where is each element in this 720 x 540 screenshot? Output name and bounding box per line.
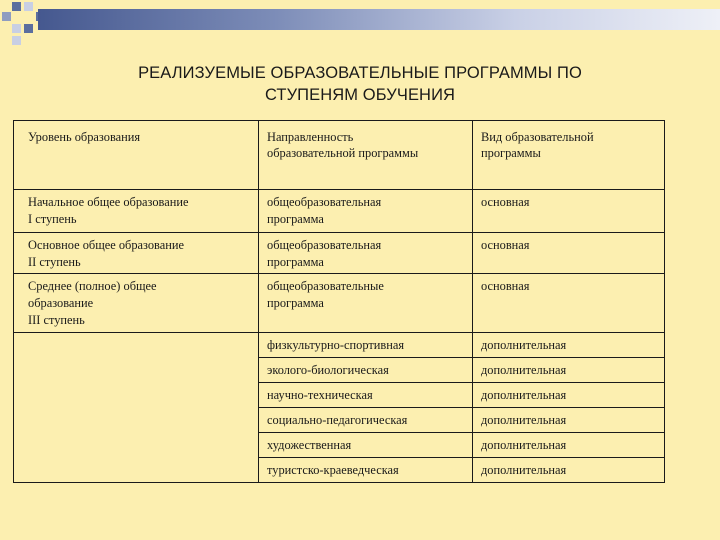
kind-cell: дополнительная: [473, 408, 665, 433]
decor-square: [24, 2, 33, 11]
kind-cell: основная: [473, 233, 665, 274]
direction-line2: программа: [267, 296, 324, 310]
level-line1: Начальное общее образование: [28, 195, 189, 209]
header-direction: [259, 121, 473, 190]
direction-line1: общеобразовательные: [267, 279, 384, 293]
direction-line1: общеобразовательная: [267, 238, 382, 252]
level-cell: [14, 274, 259, 333]
decor-square: [12, 2, 21, 11]
direction-cell: [259, 190, 473, 233]
level-line2: II ступень: [28, 255, 81, 269]
header-level: [14, 121, 259, 190]
header-kind-line2: программы: [481, 146, 541, 160]
direction-cell: [259, 274, 473, 333]
level-cell: [14, 233, 259, 274]
decor-square: [2, 12, 11, 21]
level-line2: образование: [28, 296, 94, 310]
header-gradient-bar: [38, 9, 720, 30]
header-direction-line2: образовательной программы: [267, 146, 419, 160]
direction-line2: программа: [267, 255, 324, 269]
direction-cell: эколого-биологическая: [259, 358, 473, 383]
kind-cell: основная: [473, 274, 665, 333]
kind-cell: дополнительная: [473, 383, 665, 408]
title-line-1: РЕАЛИЗУЕМЫЕ ОБРАЗОВАТЕЛЬНЫЕ ПРОГРАММЫ ПО: [138, 64, 582, 82]
table-row: [14, 190, 665, 233]
table-row: [14, 274, 665, 333]
decor-square: [24, 24, 33, 33]
kind-cell: дополнительная: [473, 458, 665, 483]
header-kind: [473, 121, 665, 190]
kind-cell: дополнительная: [473, 333, 665, 358]
programs-table: [13, 120, 665, 483]
direction-line1: общеобразовательная: [267, 195, 382, 209]
direction-cell: социально-педагогическая: [259, 408, 473, 433]
direction-cell: научно-техническая: [259, 383, 473, 408]
level-line1: Среднее (полное) общее: [28, 279, 157, 293]
level-line3: III ступень: [28, 313, 85, 327]
decor-square: [12, 36, 21, 45]
level-line2: I ступень: [28, 212, 77, 226]
direction-cell: физкультурно-спортивная: [259, 333, 473, 358]
direction-line2: программа: [267, 212, 324, 226]
page-title: [60, 62, 660, 106]
level-cell: [14, 190, 259, 233]
kind-cell: основная: [473, 190, 665, 233]
decor-square: [12, 24, 21, 33]
empty-level-cell: [14, 333, 259, 483]
table-header-row: [14, 121, 665, 190]
header-level-text: Уровень образования: [28, 130, 141, 144]
table-row: [14, 233, 665, 274]
direction-cell: художественная: [259, 433, 473, 458]
kind-cell: дополнительная: [473, 433, 665, 458]
title-line-2: СТУПЕНЯМ ОБУЧЕНИЯ: [264, 86, 456, 104]
header-direction-line1: Направленность: [267, 130, 354, 144]
kind-cell: дополнительная: [473, 358, 665, 383]
level-line1: Основное общее образование: [28, 238, 184, 252]
header-kind-line1: Вид образовательной: [481, 130, 594, 144]
table-row-additional: [14, 333, 665, 358]
direction-cell: туристско-краеведческая: [259, 458, 473, 483]
direction-cell: [259, 233, 473, 274]
